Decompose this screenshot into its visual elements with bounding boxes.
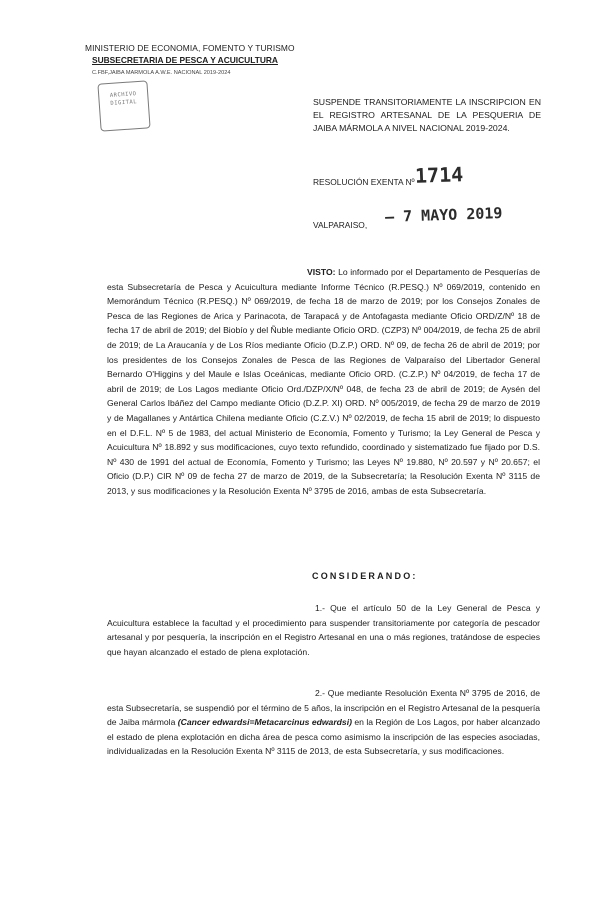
ministry-name: MINISTERIO DE ECONOMIA, FOMENTO Y TURISMO xyxy=(85,43,295,53)
stamp-line-2: DIGITAL xyxy=(110,99,138,107)
resolution-number: 1714 xyxy=(414,162,464,188)
file-reference: C.FBF,JAIBA MARMOLA A.W.E. NACIONAL 2019-2024 xyxy=(92,70,231,76)
visto-text: Lo informado por el Departamento de Pesquerías de esta Subsecretaría de Pesca y Acuicultura mediante Informe Técnico (R.PESQ.) Nº 069/2019, contenido en Memorándum Técnico (R.PESQ.) Nº 069/2019, de fecha 18 de marzo de 2019; por los Consejos Zonales de Pesca de las Regiones de Arica y Parinacota, de Tarapacá y de Antofagasta mediante Oficio ORD/Z/Nº 18 de fecha 17 de abril de 2019; del Biobío y del Ñuble mediante Oficio ORD. (CZP3) Nº 004/2019, de fecha 25 de abril de 2019; de La Araucanía y de Los Ríos mediante Oficio (D.Z.P.) ORD. Nº 09, de fecha 26 de abril de 2019; por los presidentes de los Consejos Zonales de Pesca de las Regiones de Valparaíso del Libertador General Bernardo O'Higgins y del Maule e Islas Oceánicas, mediante Oficio ORD. (C.Z.P.) Nº 04/2019, de fecha 17 de abril de 2019; de Los Lagos mediante Oficio Ord./DZP/X/Nº 048, de fecha 23 de abril de 2019; de Aysén del General Carlos Ibáñez del Campo mediante Oficio (D.Z.P. XI) ORD. Nº 005/2019, de fecha 29 de marzo de 2019 y de Magallanes y Antártica Chilena mediante Oficio (C.Z.V.) Nº 02/2019, de fecha 15 abril de 2019; lo dispuesto en el D.F.L. Nº 5 de 1983, del actual Ministerio de Economía, Fomento y Turismo; la Ley General de Pesca y Acuicultura Nº 18.892 y sus modificaciones, cuyo texto refundido, coordinado y sistematizado fue fijado por D.S. Nº 430 de 1991 del actual de Economía, Fomento y Turismo; las Leyes Nº 19.880, Nº 20.597 y Nº 20.657; el Oficio (D.P.) CIR Nº 09 de fecha 27 de marzo de 2019, de la Subsecretaría; la Resolución Exenta Nº 3115 de 2013, y sus modificaciones y la Resolución Exenta Nº 3795 de 2016, ambas de esta Subsecretaría. xyxy=(107,267,540,496)
subsecretaria-name: SUBSECRETARIA DE PESCA Y ACUICULTURA xyxy=(92,55,278,65)
considerando-paragraph-2 xyxy=(107,686,540,759)
place: VALPARAISO, xyxy=(313,220,368,230)
resolution-label: RESOLUCIÓN EXENTA Nº xyxy=(313,177,415,187)
date-stamp: – 7 MAYO 2019 xyxy=(384,203,503,227)
p2-text-a: 2.- Que mediante Resolución Exenta Nº 3795 de 2016, de esta Subsecretaría, se suspendió por el término de 5 años, la inscripción en el Registro Artesanal de la pesquería de Jaiba mármola xyxy=(107,688,540,728)
archive-stamp xyxy=(97,80,150,131)
considerando-heading: CONSIDERANDO: xyxy=(312,571,418,581)
resolution-subject: SUSPENDE TRANSITORIAMENTE LA INSCRIPCION EN EL REGISTRO ARTESANAL DE LA PESQUERIA DE JAIBA MÁRMOLA A NIVEL NACIONAL 2019-2024. xyxy=(313,97,541,133)
p2-text-b: en la Región de Los Lagos, por haber alcanzado el estado de plena explotación en dicha área de pesca como asimismo la inscripción de las especies asociadas, individualizadas en la Resolución Exenta Nº 3115 de 2013, de esta Subsecretaría, y sus modificaciones. xyxy=(107,717,540,757)
visto-paragraph xyxy=(107,265,540,499)
considerando-paragraph-1: 1.- Que el artículo 50 de la Ley General de Pesca y Acuicultura establece la facultad y el procedimiento para suspender transitoriamente por categoría de pescador artesanal y por pesquería, la inscripción en el Registro Artesanal en una o más regiones, tratándose de especies que hayan alcanzado el estado de plena explotación. xyxy=(107,603,540,657)
stamp-line-1: ARCHIVO xyxy=(109,91,137,99)
visto-label: VISTO: xyxy=(307,267,336,277)
species-name: (Cancer edwardsi=Metacarcinus edwardsi) xyxy=(177,717,352,728)
